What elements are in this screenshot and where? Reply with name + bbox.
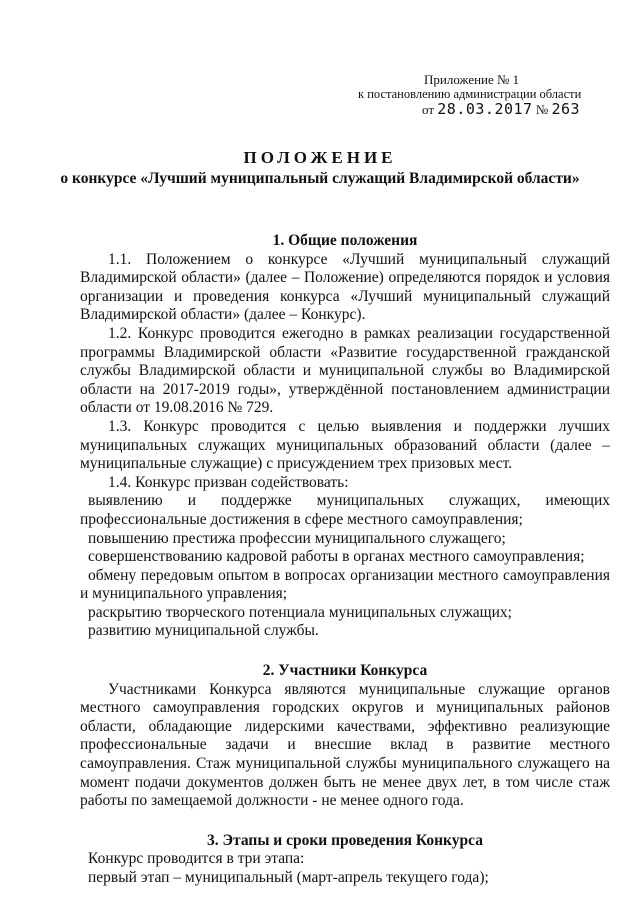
list-item: повышению престижа профессии муниципального служащего; bbox=[88, 529, 506, 547]
paragraph-1-2: 1.2. Конкурс проводится ежегодно в рамках реализации государственной программы Владимирской области «Развитие государственной гражданской службы Владимирской области и муниципальной службы во Владимирской области на 2017-2019 годы», утверждённой постановлением администрации области от 19.08.2016 № 729. bbox=[80, 324, 610, 417]
list-item: обмену передовым опытом в вопросах организации местного самоуправления и муниципального управления; bbox=[80, 566, 610, 603]
document-subtitle: о конкурсе «Лучший муниципальный служащий Владимирской области» bbox=[60, 170, 580, 187]
document-body bbox=[80, 232, 610, 888]
paragraph-3-1: Конкурс проводится в три этапа: bbox=[88, 850, 305, 868]
section-3-heading: 3. Этапы и сроки проведения Конкурса bbox=[207, 831, 483, 849]
section-spacer bbox=[80, 811, 610, 832]
list-item: развитию муниципальной службы. bbox=[88, 622, 319, 640]
resolution-number: 263 bbox=[551, 100, 581, 118]
resolution-date: 28.03.2017 bbox=[437, 100, 533, 118]
appendix-block bbox=[330, 72, 600, 117]
section-1-heading: 1. Общие положения bbox=[272, 232, 418, 249]
section-2-heading: 2. Участники Конкурса bbox=[262, 662, 428, 680]
paragraph-1-4: 1.4. Конкурс призван содействовать: bbox=[108, 473, 349, 491]
list-item: совершенствованию кадровой работы в органах местного самоуправления; bbox=[88, 548, 585, 566]
list-item: выявлению и поддержке муниципальных служащих, имеющих профессиональные достижения в сфере местного самоуправления; bbox=[80, 492, 610, 528]
appendix-date-line bbox=[330, 102, 600, 117]
document-title: ПОЛОЖЕНИЕ bbox=[243, 148, 397, 167]
paragraph-1-3: 1.3. Конкурс проводится с целью выявления и поддержки лучших муниципальных служащих муниципальных образований области (далее – муниципальные служащие) с присуждением трех призовых мест. bbox=[80, 417, 610, 473]
appendix-title: Приложение № 1 bbox=[424, 72, 520, 87]
appendix-resolution: к постановлению администрации области bbox=[358, 87, 582, 101]
paragraph-3-2: первый этап – муниципальный (март-апрель текущего года); bbox=[88, 869, 489, 886]
section-spacer bbox=[80, 641, 610, 662]
list-item: раскрытию творческого потенциала муниципальных служащих; bbox=[88, 603, 512, 621]
paragraph-1-1: 1.1. Положением о конкурсе «Лучший муниципальный служащий Владимирской области» (далее – Положение) определяются порядок и условия организации и проведения конкурса «Лучший муниципальный служащий Владимирской области» (далее – Конкурс). bbox=[80, 250, 610, 324]
date-prefix: от bbox=[422, 102, 435, 117]
number-prefix: № bbox=[535, 102, 549, 117]
paragraph-2: Участниками Конкурса являются муниципальные служащие органов местного самоуправления городских округов и муниципальных районов области, обладающие лидерскими качествами, эффективно реализующие профессиональные задачи и внесшие вклад в развитие местного самоуправления. Стаж муниципальной службы муниципального служащего на момент подачи документов должен быть не менее двух лет, в том числе стаж работы по замещаемой должности - не менее одного года. bbox=[80, 680, 610, 810]
